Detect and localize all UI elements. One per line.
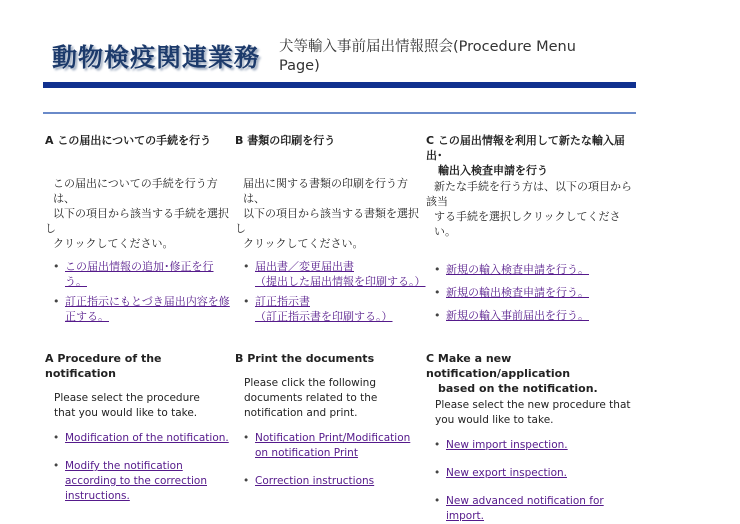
section-heading: A この届出についての手続を行う [45,134,212,147]
link-new-import-inspection-jp[interactable]: 新規の輸入検査申請を行う。 [446,263,589,276]
heading-line: 輸出入検査申請を行う [438,164,548,177]
jp-section-c [426,133,641,323]
list-item [235,259,425,289]
link-modification-notification[interactable]: Modification of the notification. [65,432,229,444]
section-description [426,179,641,239]
desc-line: この届出についての手続を行う方は、 [53,177,218,205]
en-section-b [235,351,425,489]
jp-section-a [45,133,230,324]
header-divider-primary [43,82,636,88]
section-description: Please select the procedure that you would like to take. [54,392,200,419]
list-item [45,294,230,324]
heading-line: based on the notification. [438,382,598,395]
list-item [235,431,425,461]
link-notification-print[interactable]: Notification Print/Modification on notification Print [255,432,411,459]
list-item [45,459,230,504]
logo: 動物検疫関連業務 [52,43,261,72]
link-line: 届出書／変更届出書 [255,260,354,273]
jp-section-b [235,133,425,324]
list-item [426,494,641,524]
link-new-import-inspection[interactable]: New import inspection. [446,439,568,451]
list-item [426,262,641,277]
desc-line: し [235,222,246,235]
section-heading [426,133,641,178]
desc-line: クリックしてください。 [243,237,364,250]
list-item [235,294,425,324]
page-title: 犬等輸入事前届出情報照会(Procedure Menu Page) [279,39,576,74]
desc-line: 届出に関する書類の印刷を行う方は、 [243,177,408,205]
section-heading: B 書類の印刷を行う [235,134,336,147]
section-description [45,176,230,251]
list-item [426,308,641,323]
header-divider-secondary [43,112,636,114]
section-description: Please click the following documents related to the notification and print. [244,377,378,419]
desc-line: する手続を選択しクリックしてください。 [434,210,621,238]
desc-line: 以下の項目から該当する書類を選択 [243,207,419,220]
heading-line: C この届出情報を利用して新たな輸入届出･ [426,134,625,162]
heading-line: C Make a new notification/application [426,352,571,380]
section-heading: A Procedure of the notification [45,352,162,380]
section-heading [426,351,641,396]
list-item [426,438,641,453]
list-item [426,285,641,300]
link-new-export-inspection[interactable]: New export inspection. [446,467,567,479]
list-item [235,474,425,489]
link-line: （訂正指示書を印刷する。） [255,310,393,323]
link-new-advance-notification-jp[interactable]: 新規の輸入事前届出を行う。 [446,309,589,322]
link-line: （提出した届出情報を印刷する。） [255,275,426,288]
en-section-c [426,351,641,524]
section-description [235,176,425,251]
en-section-a [45,351,230,504]
link-print-notification[interactable] [255,259,425,289]
list-item [426,466,641,481]
desc-line: 該当 [426,195,448,208]
section-description: Please select the new procedure that you would like to take. [435,399,631,426]
desc-line: 新たな手続を行う方は、以下の項目から [434,180,632,193]
link-new-export-inspection-jp[interactable]: 新規の輸出検査申請を行う。 [446,286,589,299]
link-correction-instructions[interactable]: Correction instructions [255,475,375,487]
list-item [45,431,230,446]
link-new-advance-notification[interactable]: New advanced notification for import. [446,495,604,522]
desc-line: 以下の項目から該当する手続を選択 [53,207,229,220]
link-modify-per-correction[interactable]: Modify the notification according to the correction instructions. [65,460,207,502]
section-heading: B Print the documents [235,352,375,365]
link-print-correction[interactable] [255,294,425,324]
list-item [45,259,230,289]
link-correct-notification[interactable]: 訂正指示にもとづき届出内容を修正する。 [65,295,230,323]
desc-line: クリックしてください。 [53,237,174,250]
link-line: 訂正指示書 [255,295,310,308]
desc-line: し [45,222,56,235]
link-modify-notification[interactable]: この届出情報の追加･修正を行う。 [65,260,214,288]
